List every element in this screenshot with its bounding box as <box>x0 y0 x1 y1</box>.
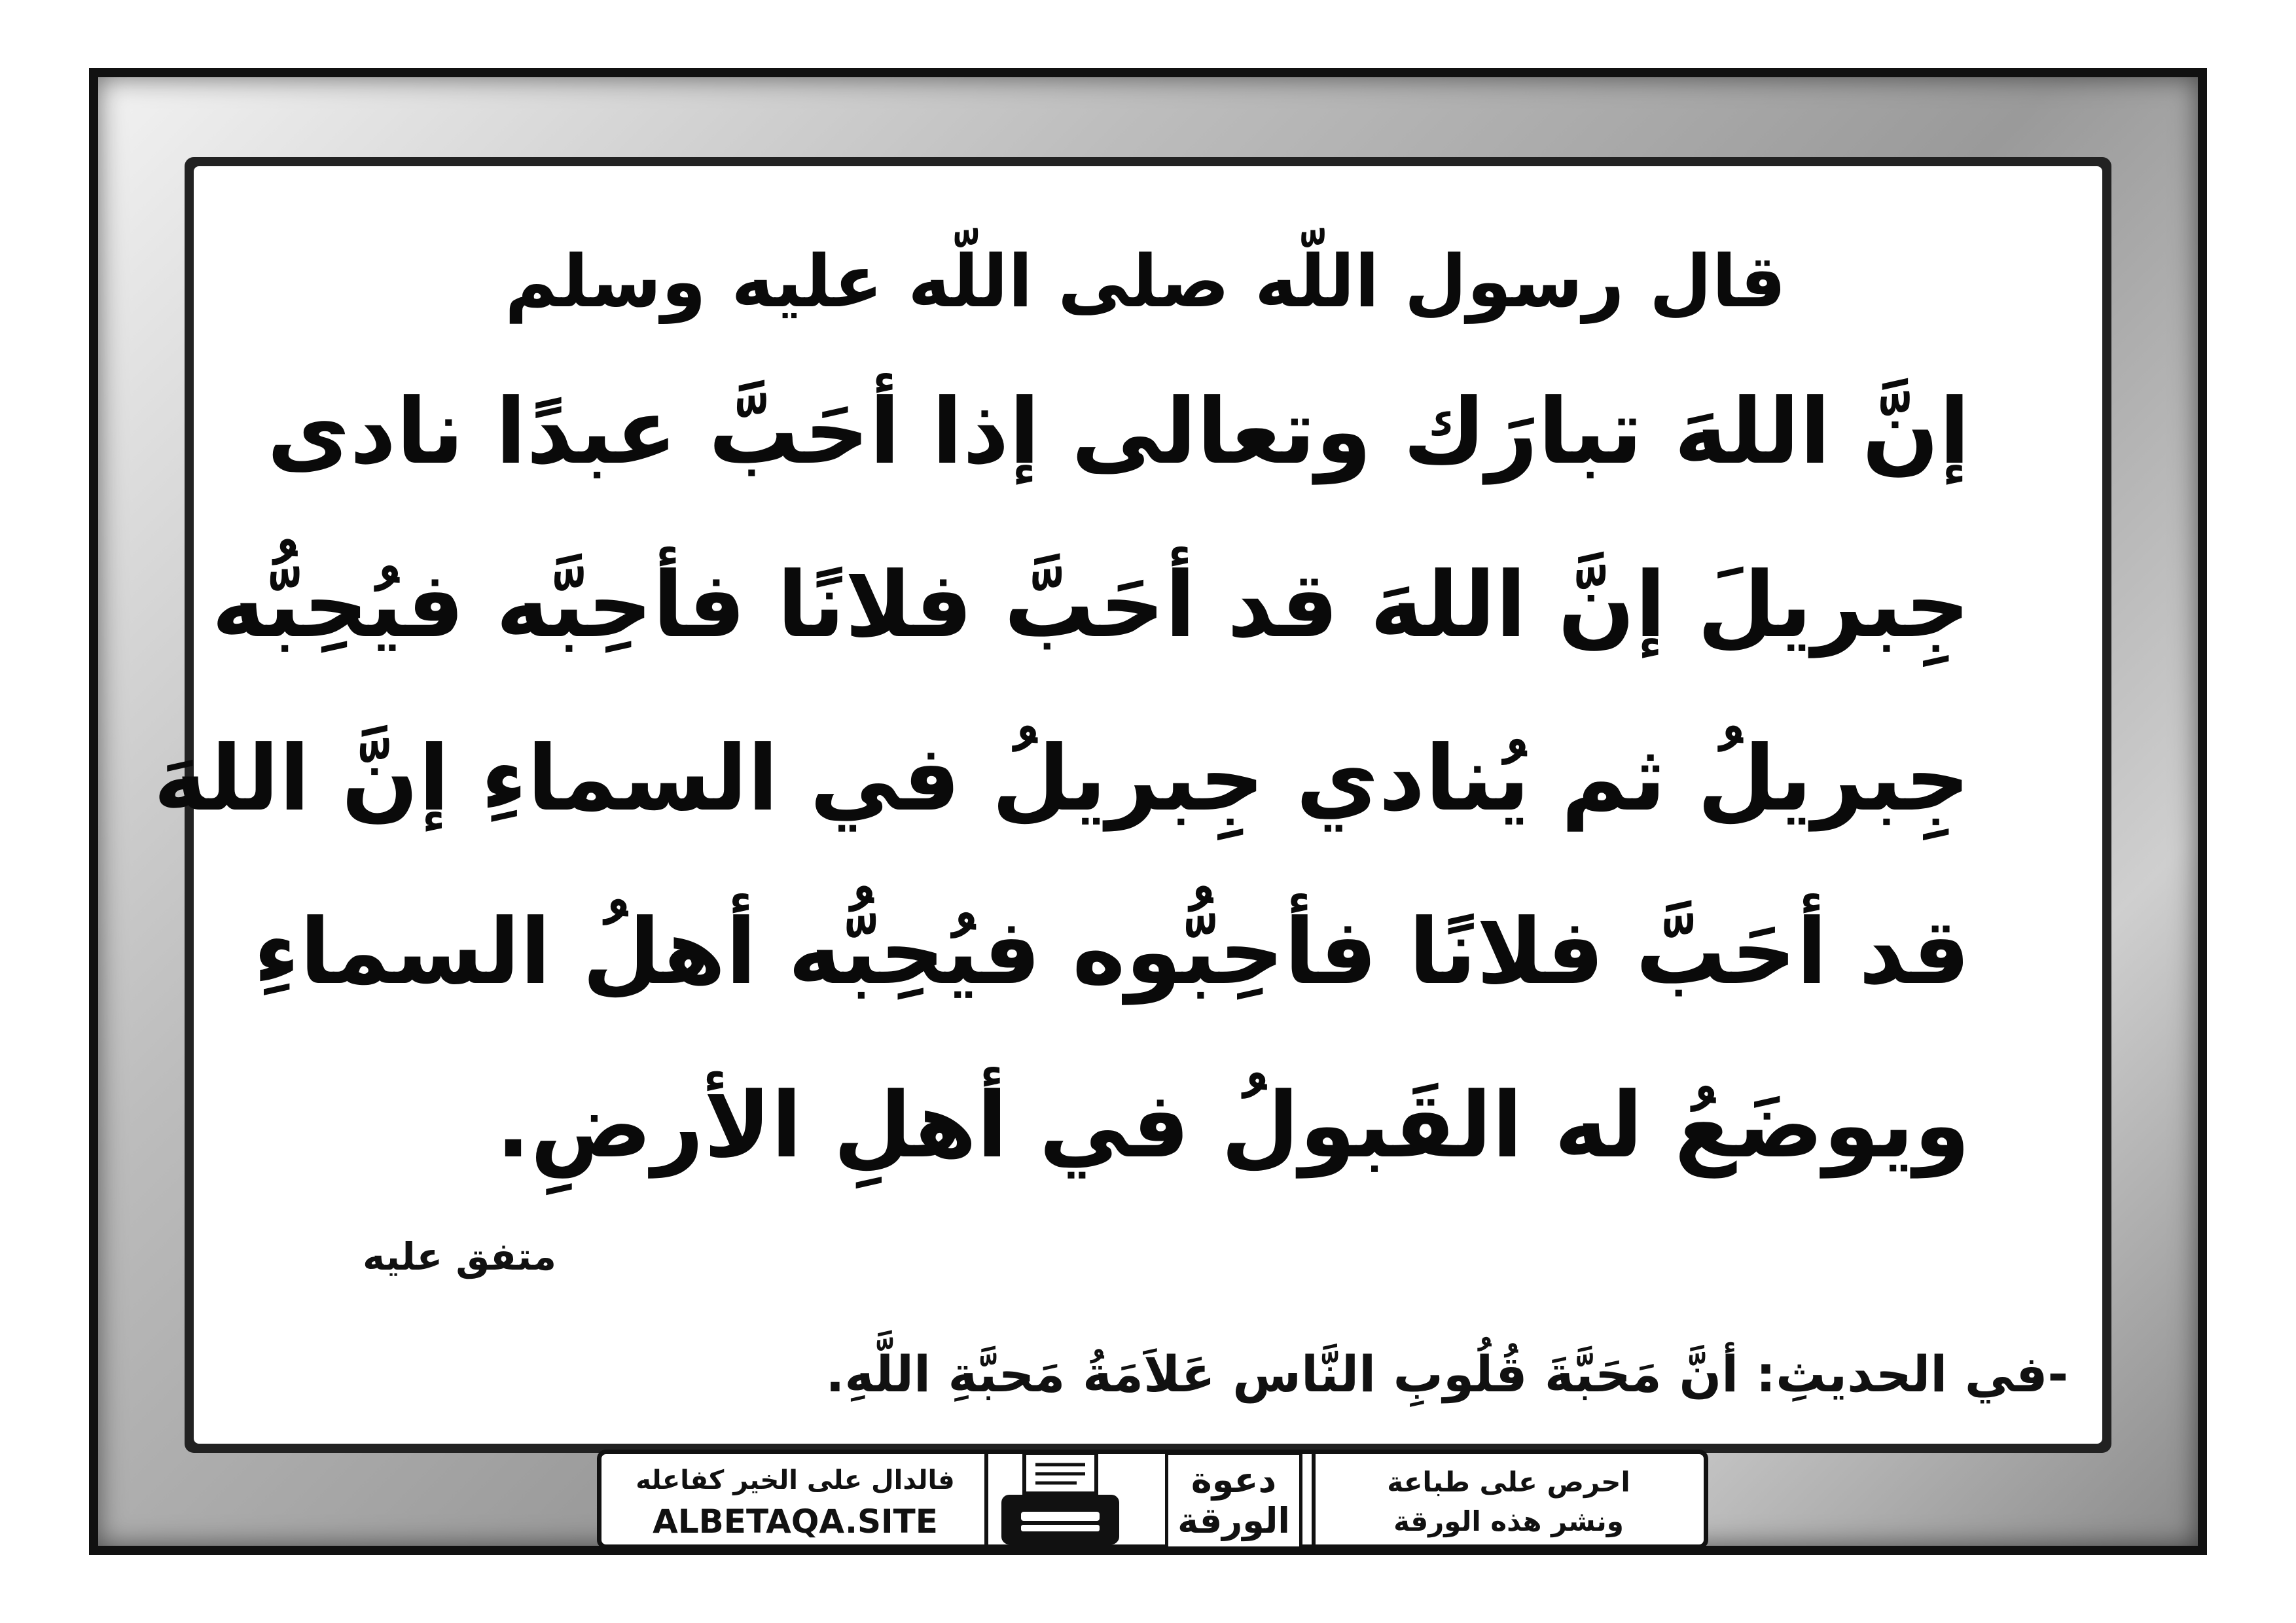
logo-line-2: الورقة <box>1177 1500 1290 1541</box>
hadith-line-4: قد أحَبَّ فلانًا فأحِبُّوه فيُحِبُّه أهلُ السماءِ <box>253 899 1970 1005</box>
hadith-line-1: إنَّ اللهَ تبارَك وتعالى إذا أحَبَّ عبدًا نادى <box>267 379 1970 484</box>
hadith-line-2: جِبريلَ إنَّ اللهَ قد أحَبَّ فلانًا فأحِبَّه فيُحِبُّه <box>211 552 1970 658</box>
footer-print-call-line-2: ونشر هذه الورقة <box>1393 1505 1624 1537</box>
hadith-source: متفق عليه <box>363 1234 556 1279</box>
dawat-alwaraqa-logo <box>1165 1452 1302 1550</box>
footer-print-call-line-1: احرص على طباعة <box>1387 1466 1630 1498</box>
hadith-line-5: ويوضَعُ له القَبولُ في أهلِ الأرضِ. <box>495 1073 1970 1178</box>
footer-site-link[interactable]: ALBETAQA.SITE <box>653 1503 938 1541</box>
footer-divider <box>984 1450 988 1549</box>
logo-line-1: دعوة <box>1191 1459 1277 1501</box>
printer-icon <box>995 1448 1126 1551</box>
hadith-line-3: جِبريلُ ثم يُنادي جِبريلُ في السماءِ إنَّ اللهَ <box>153 726 1970 831</box>
hadith-note: -في الحديثِ: أنَّ مَحَبَّةَ قُلُوبِ النَّاس عَلاَمَةُ مَحبَّةِ اللَّهِ. <box>825 1345 2068 1403</box>
footer-divider <box>1312 1450 1316 1549</box>
footer-tagline: فالدال على الخير كفاعله <box>636 1465 955 1495</box>
hadith-header: قال رسول اللّه صلى اللّه عليه وسلم <box>505 240 1786 323</box>
